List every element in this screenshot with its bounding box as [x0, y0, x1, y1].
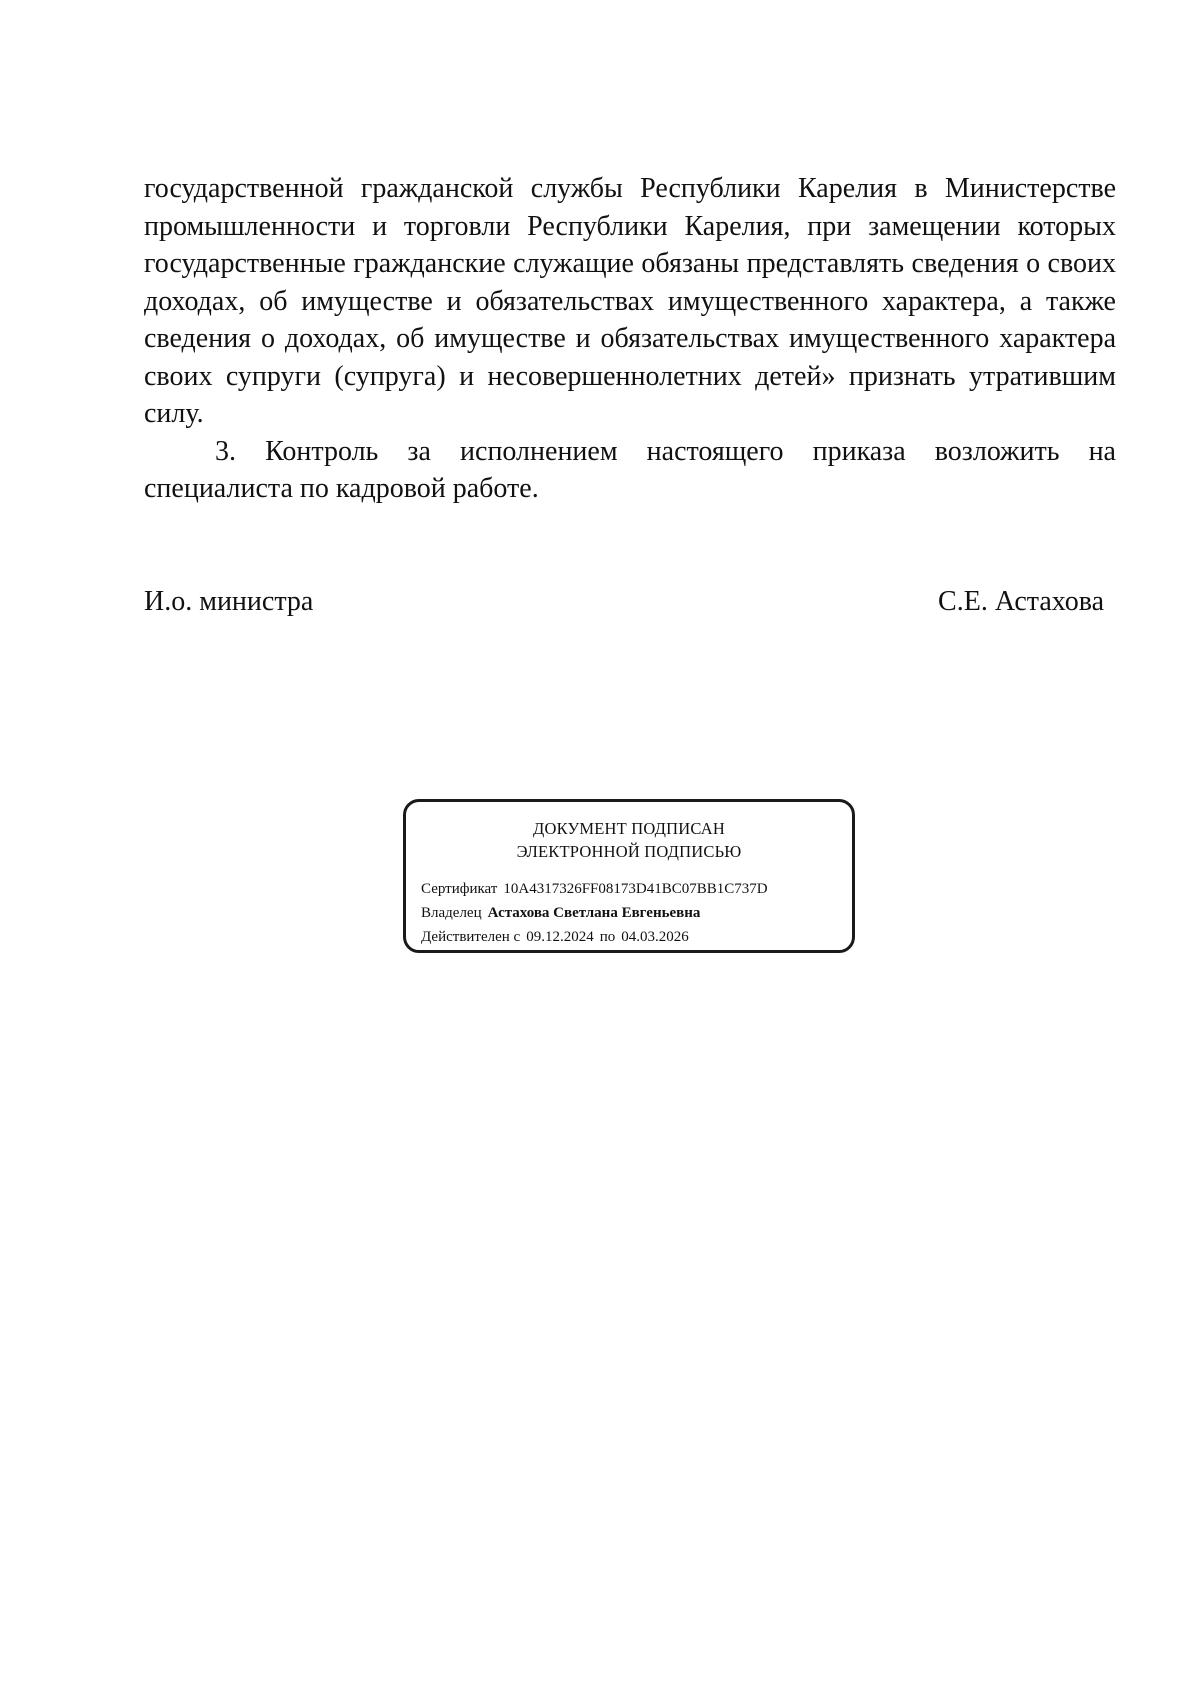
valid-to-label: по: [599, 929, 616, 945]
electronic-signature-stamp: [403, 799, 855, 953]
certificate-label: Сертификат: [421, 881, 498, 897]
certificate-line: [421, 878, 841, 902]
document-body: [144, 170, 1116, 508]
owner-line: [421, 902, 841, 926]
owner-value: Астахова Светлана Евгеньевна: [487, 905, 701, 921]
valid-label: Действителен с: [421, 929, 521, 945]
signatory-title: И.о. министра: [144, 586, 314, 617]
valid-from: 09.12.2024: [526, 929, 594, 945]
signatory-name: С.Е. Астахова: [938, 586, 1104, 617]
stamp-header-line-1: ДОКУМЕНТ ПОДПИСАН: [533, 819, 725, 838]
owner-label: Владелец: [421, 905, 482, 921]
paragraph-3: 3. Контроль за исполнением настоящего приказа возложить на специалиста по кадровой работе.: [144, 435, 1116, 504]
stamp-header-line-2: ЭЛЕКТРОННОЙ ПОДПИСЬЮ: [516, 842, 742, 861]
validity-line: [421, 926, 841, 950]
valid-to: 04.03.2026: [621, 929, 689, 945]
paragraph-continuation: государственной гражданской службы Республики Карелия в Министерстве промышленности и торговли Республики Карелия, при замещении которых государственные гражданские служащие обязаны представлять сведения о своих доходах, об имуществе и обязательствах имущественного характера, а также сведения о доходах, об имуществе и обязательствах имущественного характера своих супруги (супруга) и несовершеннолетних детей» признать утратившим силу.: [144, 173, 1116, 429]
stamp-details: [421, 878, 841, 950]
certificate-value: 10A4317326FF08173D41BC07BB1C737D: [503, 881, 768, 897]
stamp-header: [406, 817, 852, 863]
